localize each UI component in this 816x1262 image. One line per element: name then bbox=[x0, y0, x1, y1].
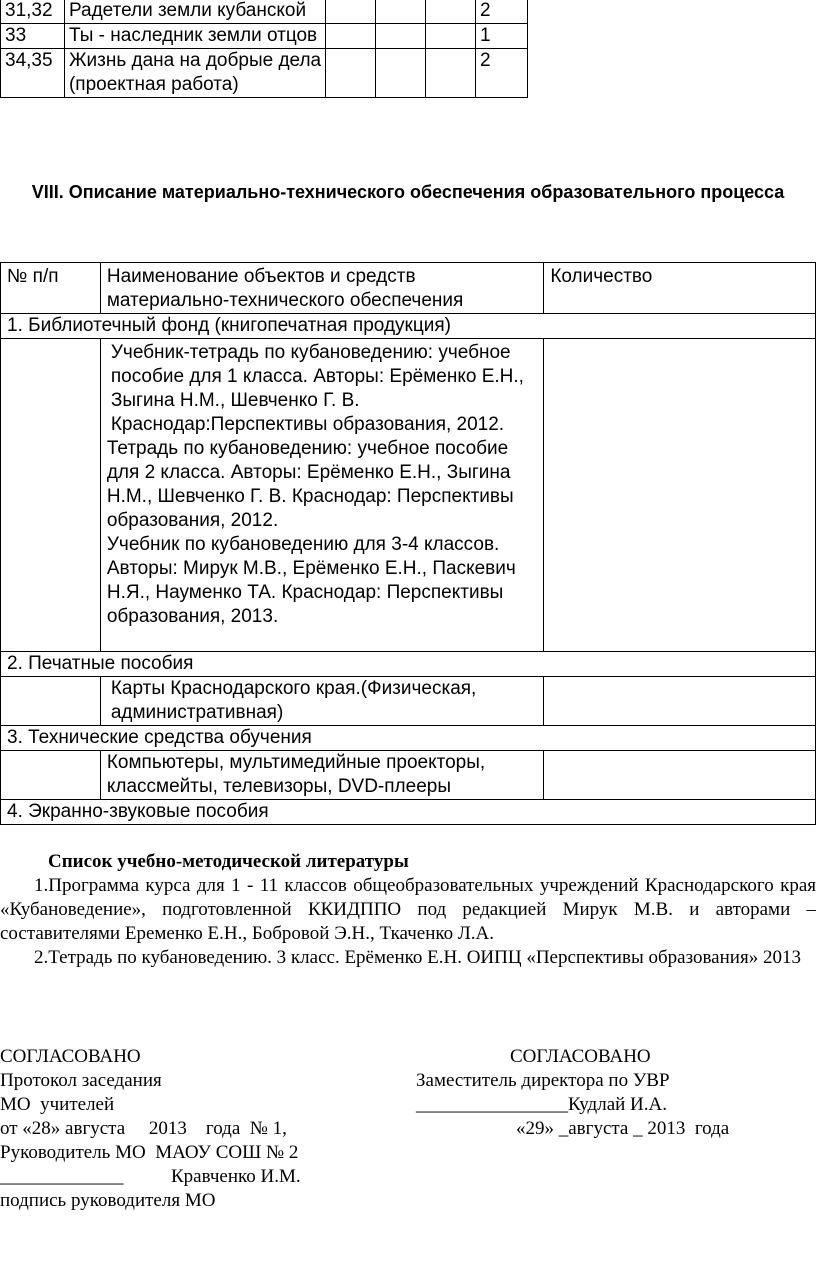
section-title: 2. Печатные пособия bbox=[1, 652, 816, 677]
approval-line: подпись руководителя МО bbox=[0, 1190, 216, 1211]
table-row bbox=[1, 751, 816, 800]
resource-item: Компьютеры, мультимедийные проекторы, классмейты, телевизоры, DVD-плееры bbox=[106, 752, 486, 797]
resource-description bbox=[100, 677, 544, 726]
approval-line: Протокол заседания bbox=[0, 1070, 162, 1091]
empty-cell bbox=[426, 24, 476, 49]
lesson-number: 33 bbox=[1, 24, 65, 49]
header-name: Наименование объектов и средств материально-технического обеспечения bbox=[100, 263, 544, 314]
resource-item: Карты Краснодарского края.(Физическая, административная) bbox=[110, 678, 477, 723]
approval-right-date bbox=[516, 1117, 729, 1141]
lesson-hours: 2 bbox=[476, 49, 528, 98]
empty-cell bbox=[326, 0, 376, 24]
lesson-hours: 2 bbox=[476, 0, 528, 24]
approval-left bbox=[0, 1045, 301, 1213]
header-quantity: Количество bbox=[544, 263, 816, 314]
approval-line: МО учителей bbox=[0, 1094, 115, 1115]
empty-cell bbox=[426, 0, 476, 24]
resource-description bbox=[100, 751, 544, 800]
empty-cell bbox=[326, 24, 376, 49]
table-row bbox=[1, 24, 528, 49]
resource-item: Тетрадь по кубановедению: учебное пособие для 2 класса. Авторы: Ерёменко Е.Н., Зыгина Н.М., Шевченко Г. В. Краснодар: Перспективы образования, 2012. bbox=[106, 438, 514, 531]
lesson-topic: Жизнь дана на добрые дела (проектная работа) bbox=[64, 49, 326, 98]
quantity-cell bbox=[544, 339, 816, 652]
table-header-row bbox=[1, 263, 816, 314]
literature-section bbox=[0, 850, 816, 970]
header-number: № п/п bbox=[1, 263, 101, 314]
approval-right bbox=[416, 1069, 670, 1117]
section-row bbox=[1, 726, 816, 751]
table-row bbox=[1, 49, 528, 98]
section-title: 4. Экранно-звуковые пособия bbox=[1, 800, 816, 825]
section-title: 3. Технические средства обучения bbox=[1, 726, 816, 751]
literature-item: 1.Программа курса для 1 - 11 классов общеобразовательных учреждений Краснодарского края «Кубановедение», подготовленной ККИДППО под редакцией Мирук М.В. и авторами – составителями Еременко Е.Н., Бобровой Э.Н., Ткаченко Л.А. bbox=[0, 875, 816, 944]
table-row bbox=[1, 0, 528, 24]
lesson-topic: Радетели земли кубанской bbox=[64, 0, 326, 24]
resource-item: Учебник по кубановедению для 3-4 классов. Авторы: Мирук М.В., Ерёменко Е.Н., Паскевич Н.Я., Науменко ТА. Краснодар: Перспективы образования, 2013. bbox=[106, 534, 516, 627]
approval-line: от «28» августа 2013 года № 1, bbox=[0, 1118, 287, 1139]
lesson-number: 34,35 bbox=[1, 49, 65, 98]
literature-title: Список учебно-методической литературы bbox=[48, 851, 409, 872]
empty-cell bbox=[1, 677, 101, 726]
resource-item: Учебник-тетрадь по кубановедению: учебное пособие для 1 класса. Авторы: Ерёменко Е.Н., Зыгина Н.М., Шевченко Г. В. Краснодар:Перспективы образования, 2012. bbox=[110, 342, 524, 435]
literature-item: 2.Тетрадь по кубановедению. 3 класс. Ерёменко Е.Н. ОИПЦ «Перспективы образования» 2013 bbox=[34, 947, 801, 968]
section-row bbox=[1, 314, 816, 339]
resource-description bbox=[100, 339, 544, 652]
approval-line: Руководитель МО МАОУ СОШ № 2 bbox=[0, 1142, 299, 1163]
empty-cell bbox=[376, 24, 426, 49]
thematic-plan-table bbox=[0, 0, 528, 98]
signature-line: ________________Кудлай И.А. bbox=[416, 1094, 667, 1115]
material-resources-table bbox=[0, 262, 816, 825]
approval-line: «29» _августа _ 2013 года bbox=[516, 1118, 730, 1139]
lesson-topic: Ты - наследник земли отцов bbox=[64, 24, 326, 49]
approval-title: СОГЛАСОВАНО bbox=[0, 1046, 141, 1067]
empty-cell bbox=[1, 751, 101, 800]
empty-cell bbox=[376, 0, 426, 24]
empty-cell bbox=[326, 49, 376, 98]
section-row bbox=[1, 652, 816, 677]
lesson-number: 31,32 bbox=[1, 0, 65, 24]
quantity-cell bbox=[544, 751, 816, 800]
approval-title: СОГЛАСОВАНО bbox=[510, 1046, 651, 1067]
approval-right-title-block bbox=[510, 1045, 651, 1069]
empty-cell bbox=[376, 49, 426, 98]
quantity-cell bbox=[544, 677, 816, 726]
empty-cell bbox=[426, 49, 476, 98]
table-row bbox=[1, 339, 816, 652]
section-row bbox=[1, 800, 816, 825]
approval-line: Заместитель директора по УВР bbox=[416, 1070, 670, 1091]
table-row bbox=[1, 677, 816, 726]
empty-cell bbox=[1, 339, 101, 652]
section-title: 1. Библиотечный фонд (книгопечатная продукция) bbox=[1, 314, 816, 339]
section-heading: VIII. Описание материально-технического обеспечения образовательного процесса bbox=[31, 182, 785, 202]
lesson-hours: 1 bbox=[476, 24, 528, 49]
signature-line: _____________ Кравченко И.М. bbox=[0, 1166, 301, 1187]
